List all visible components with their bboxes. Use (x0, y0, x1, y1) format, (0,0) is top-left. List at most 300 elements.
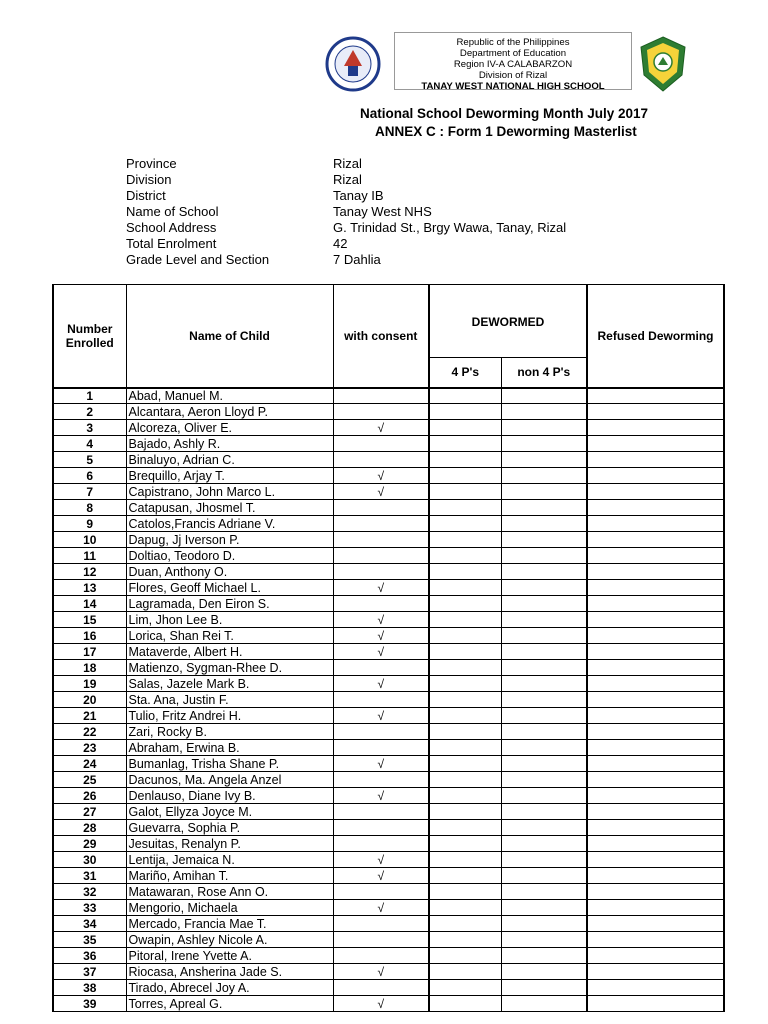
non-4ps-cell (501, 740, 587, 756)
row-number: 2 (53, 404, 126, 420)
info-row (126, 220, 646, 236)
check-mark: √ (377, 708, 385, 723)
table-row (53, 532, 724, 548)
school-info (126, 156, 646, 268)
consent-cell (333, 516, 429, 532)
child-name: Lagramada, Den Eiron S. (126, 596, 333, 612)
table-row (53, 612, 724, 628)
row-number: 36 (53, 948, 126, 964)
consent-cell (333, 996, 429, 1012)
refused-cell (587, 580, 724, 596)
info-value: Tanay West NHS (333, 204, 432, 219)
row-number: 20 (53, 692, 126, 708)
row-number: 13 (53, 580, 126, 596)
refused-cell (587, 596, 724, 612)
deworming-masterlist-table (52, 284, 725, 1012)
refused-cell (587, 420, 724, 436)
consent-cell (333, 500, 429, 516)
table-row (53, 644, 724, 660)
row-number: 10 (53, 532, 126, 548)
row-number: 4 (53, 436, 126, 452)
refused-cell (587, 468, 724, 484)
refused-cell (587, 628, 724, 644)
refused-cell (587, 740, 724, 756)
info-value: Rizal (333, 172, 362, 187)
row-number: 39 (53, 996, 126, 1012)
non-4ps-cell (501, 676, 587, 692)
table-row (53, 884, 724, 900)
letterhead-line: Division of Rizal (478, 70, 548, 81)
4ps-cell (429, 756, 501, 772)
check-mark: √ (377, 612, 385, 627)
row-number: 11 (53, 548, 126, 564)
non-4ps-cell (501, 452, 587, 468)
child-name: Torres, Apreal G. (126, 996, 333, 1012)
info-value: 7 Dahlia (333, 252, 381, 267)
4ps-cell (429, 900, 501, 916)
child-name: Guevarra, Sophia P. (126, 820, 333, 836)
refused-cell (587, 484, 724, 500)
child-name: Galot, Ellyza Joyce M. (126, 804, 333, 820)
4ps-cell (429, 692, 501, 708)
row-number: 32 (53, 884, 126, 900)
refused-cell (587, 452, 724, 468)
refused-cell (587, 724, 724, 740)
child-name: Dapug, Jj Iverson P. (126, 532, 333, 548)
row-number: 9 (53, 516, 126, 532)
table-row (53, 852, 724, 868)
refused-cell (587, 868, 724, 884)
table-row (53, 548, 724, 564)
row-number: 21 (53, 708, 126, 724)
consent-cell (333, 388, 429, 404)
info-row (126, 188, 646, 204)
4ps-cell (429, 788, 501, 804)
non-4ps-cell (501, 532, 587, 548)
refused-cell (587, 980, 724, 996)
table-row (53, 996, 724, 1012)
4ps-cell (429, 932, 501, 948)
refused-cell (587, 516, 724, 532)
4ps-cell (429, 420, 501, 436)
table-row (53, 660, 724, 676)
consent-cell (333, 772, 429, 788)
child-name: Denlauso, Diane Ivy B. (126, 788, 333, 804)
non-4ps-cell (501, 964, 587, 980)
letterhead-line: Department of Education (459, 48, 567, 59)
header-with-consent: with consent (333, 285, 429, 388)
child-name: Doltiao, Teodoro D. (126, 548, 333, 564)
4ps-cell (429, 708, 501, 724)
consent-cell (333, 868, 429, 884)
table-row (53, 388, 724, 404)
check-mark: √ (377, 868, 385, 883)
non-4ps-cell (501, 708, 587, 724)
refused-cell (587, 948, 724, 964)
table-row (53, 580, 724, 596)
child-name: Dacunos, Ma. Angela Anzel (126, 772, 333, 788)
table-row (53, 932, 724, 948)
4ps-cell (429, 996, 501, 1012)
child-name: Duan, Anthony O. (126, 564, 333, 580)
consent-cell (333, 756, 429, 772)
refused-cell (587, 916, 724, 932)
row-number: 22 (53, 724, 126, 740)
4ps-cell (429, 964, 501, 980)
row-number: 15 (53, 612, 126, 628)
table-row (53, 740, 724, 756)
child-name: Salas, Jazele Mark B. (126, 676, 333, 692)
child-name: Alcantara, Aeron Lloyd P. (126, 404, 333, 420)
4ps-cell (429, 820, 501, 836)
row-number: 24 (53, 756, 126, 772)
header-non-4ps: non 4 P's (501, 358, 587, 388)
child-name: Tirado, Abrecel Joy A. (126, 980, 333, 996)
4ps-cell (429, 740, 501, 756)
refused-cell (587, 500, 724, 516)
table-row (53, 756, 724, 772)
row-number: 6 (53, 468, 126, 484)
letterhead-line: Republic of the Philippines (456, 37, 570, 48)
check-mark: √ (377, 788, 385, 803)
info-value: Tanay IB (333, 188, 384, 203)
consent-cell (333, 404, 429, 420)
consent-cell (333, 836, 429, 852)
child-name: Mengorio, Michaela (126, 900, 333, 916)
non-4ps-cell (501, 548, 587, 564)
refused-cell (587, 708, 724, 724)
4ps-cell (429, 564, 501, 580)
table-row (53, 676, 724, 692)
consent-cell (333, 548, 429, 564)
row-number: 28 (53, 820, 126, 836)
consent-cell (333, 980, 429, 996)
consent-cell (333, 948, 429, 964)
refused-cell (587, 532, 724, 548)
refused-cell (587, 644, 724, 660)
non-4ps-cell (501, 692, 587, 708)
info-label: Name of School (126, 204, 219, 219)
non-4ps-cell (501, 596, 587, 612)
annex-title: ANNEX C : Form 1 Deworming Masterlist (375, 124, 637, 139)
info-row (126, 172, 646, 188)
consent-cell (333, 532, 429, 548)
non-4ps-cell (501, 436, 587, 452)
consent-cell (333, 484, 429, 500)
info-label: Total Enrolment (126, 236, 217, 251)
table-row (53, 916, 724, 932)
non-4ps-cell (501, 468, 587, 484)
table-row (53, 468, 724, 484)
info-label: School Address (126, 220, 217, 235)
refused-cell (587, 436, 724, 452)
consent-cell (333, 420, 429, 436)
consent-cell (333, 708, 429, 724)
row-number: 23 (53, 740, 126, 756)
check-mark: √ (377, 468, 385, 483)
non-4ps-cell (501, 724, 587, 740)
non-4ps-cell (501, 644, 587, 660)
consent-cell (333, 436, 429, 452)
refused-cell (587, 852, 724, 868)
refused-cell (587, 404, 724, 420)
child-name: Riocasa, Ansherina Jade S. (126, 964, 333, 980)
4ps-cell (429, 532, 501, 548)
refused-cell (587, 788, 724, 804)
non-4ps-cell (501, 660, 587, 676)
header-number-enrolled: Number Enrolled (53, 285, 126, 388)
refused-cell (587, 612, 724, 628)
row-number: 18 (53, 660, 126, 676)
non-4ps-cell (501, 980, 587, 996)
info-row (126, 252, 646, 268)
child-name: Mariño, Amihan T. (126, 868, 333, 884)
consent-cell (333, 468, 429, 484)
4ps-cell (429, 484, 501, 500)
refused-cell (587, 548, 724, 564)
4ps-cell (429, 404, 501, 420)
row-number: 30 (53, 852, 126, 868)
child-name: Capistrano, John Marco L. (126, 484, 333, 500)
4ps-cell (429, 548, 501, 564)
info-row (126, 204, 646, 220)
row-number: 38 (53, 980, 126, 996)
4ps-cell (429, 660, 501, 676)
4ps-cell (429, 644, 501, 660)
table-row (53, 500, 724, 516)
table-row (53, 404, 724, 420)
refused-cell (587, 884, 724, 900)
row-number: 5 (53, 452, 126, 468)
non-4ps-cell (501, 916, 587, 932)
child-name: Catapusan, Jhosmel T. (126, 500, 333, 516)
consent-cell (333, 628, 429, 644)
4ps-cell (429, 868, 501, 884)
4ps-cell (429, 628, 501, 644)
non-4ps-cell (501, 420, 587, 436)
child-name: Zari, Rocky B. (126, 724, 333, 740)
child-name: Catolos,Francis Adriane V. (126, 516, 333, 532)
consent-cell (333, 964, 429, 980)
refused-cell (587, 900, 724, 916)
child-name: Lim, Jhon Lee B. (126, 612, 333, 628)
header-4ps: 4 P's (429, 358, 501, 388)
check-mark: √ (377, 852, 385, 867)
info-value: G. Trinidad St., Brgy Wawa, Tanay, Rizal (333, 220, 567, 235)
row-number: 12 (53, 564, 126, 580)
child-name: Lorica, Shan Rei T. (126, 628, 333, 644)
row-number: 16 (53, 628, 126, 644)
row-number: 37 (53, 964, 126, 980)
non-4ps-cell (501, 884, 587, 900)
non-4ps-cell (501, 932, 587, 948)
table-row (53, 596, 724, 612)
non-4ps-cell (501, 852, 587, 868)
row-number: 1 (53, 388, 126, 404)
4ps-cell (429, 724, 501, 740)
table-row (53, 436, 724, 452)
table-row (53, 724, 724, 740)
table-row (53, 452, 724, 468)
row-number: 34 (53, 916, 126, 932)
child-name: Tulio, Fritz Andrei H. (126, 708, 333, 724)
table-row (53, 980, 724, 996)
consent-cell (333, 932, 429, 948)
table-row (53, 804, 724, 820)
consent-cell (333, 644, 429, 660)
child-name: Matawaran, Rose Ann O. (126, 884, 333, 900)
consent-cell (333, 804, 429, 820)
child-name: Bumanlag, Trisha Shane P. (126, 756, 333, 772)
info-label: Grade Level and Section (126, 252, 270, 267)
non-4ps-cell (501, 788, 587, 804)
4ps-cell (429, 772, 501, 788)
4ps-cell (429, 468, 501, 484)
child-name: Alcoreza, Oliver E. (126, 420, 333, 436)
school-seal-icon (638, 35, 688, 93)
row-number: 7 (53, 484, 126, 500)
4ps-cell (429, 580, 501, 596)
4ps-cell (429, 452, 501, 468)
row-number: 17 (53, 644, 126, 660)
refused-cell (587, 388, 724, 404)
document-title: National School Deworming Month July 2017 (360, 106, 649, 121)
4ps-cell (429, 980, 501, 996)
consent-cell (333, 612, 429, 628)
child-name: Bajado, Ashly R. (126, 436, 333, 452)
info-row (126, 236, 646, 252)
4ps-cell (429, 596, 501, 612)
non-4ps-cell (501, 836, 587, 852)
non-4ps-cell (501, 404, 587, 420)
letterhead-line: Region IV-A CALABARZON (453, 59, 573, 70)
4ps-cell (429, 676, 501, 692)
header-refused-deworming: Refused Deworming (587, 285, 724, 388)
refused-cell (587, 804, 724, 820)
non-4ps-cell (501, 628, 587, 644)
check-mark: √ (377, 628, 385, 643)
info-label: Province (126, 156, 177, 171)
consent-cell (333, 820, 429, 836)
child-name: Mercado, Francia Mae T. (126, 916, 333, 932)
row-number: 25 (53, 772, 126, 788)
table-row (53, 628, 724, 644)
child-name: Sta. Ana, Justin F. (126, 692, 333, 708)
letterhead-box (394, 32, 632, 90)
non-4ps-cell (501, 612, 587, 628)
table-row (53, 516, 724, 532)
school-name: TANAY WEST NATIONAL HIGH SCHOOL (421, 81, 605, 92)
table-row (53, 900, 724, 916)
row-number: 33 (53, 900, 126, 916)
refused-cell (587, 820, 724, 836)
table-row (53, 484, 724, 500)
non-4ps-cell (501, 516, 587, 532)
refused-cell (587, 660, 724, 676)
table-row (53, 708, 724, 724)
non-4ps-cell (501, 388, 587, 404)
row-number: 19 (53, 676, 126, 692)
check-mark: √ (377, 484, 385, 499)
non-4ps-cell (501, 580, 587, 596)
consent-cell (333, 900, 429, 916)
4ps-cell (429, 884, 501, 900)
child-name: Owapin, Ashley Nicole A. (126, 932, 333, 948)
non-4ps-cell (501, 772, 587, 788)
deped-seal-icon (318, 36, 388, 92)
4ps-cell (429, 436, 501, 452)
table-row (53, 420, 724, 436)
consent-cell (333, 692, 429, 708)
check-mark: √ (377, 756, 385, 771)
non-4ps-cell (501, 564, 587, 580)
non-4ps-cell (501, 500, 587, 516)
refused-cell (587, 756, 724, 772)
consent-cell (333, 916, 429, 932)
header-name-of-child: Name of Child (126, 285, 333, 388)
child-name: Mataverde, Albert H. (126, 644, 333, 660)
4ps-cell (429, 804, 501, 820)
check-mark: √ (377, 676, 385, 691)
info-value: 42 (333, 236, 348, 251)
refused-cell (587, 932, 724, 948)
row-number: 27 (53, 804, 126, 820)
child-name: Abad, Manuel M. (126, 388, 333, 404)
refused-cell (587, 676, 724, 692)
child-name: Jesuitas, Renalyn P. (126, 836, 333, 852)
letterhead (318, 31, 688, 93)
consent-cell (333, 788, 429, 804)
check-mark: √ (377, 900, 385, 915)
child-name: Abraham, Erwina B. (126, 740, 333, 756)
row-number: 35 (53, 932, 126, 948)
table-row (53, 788, 724, 804)
consent-cell (333, 660, 429, 676)
check-mark: √ (377, 420, 385, 435)
4ps-cell (429, 612, 501, 628)
table-row (53, 964, 724, 980)
check-mark: √ (377, 644, 385, 659)
non-4ps-cell (501, 756, 587, 772)
4ps-cell (429, 388, 501, 404)
4ps-cell (429, 852, 501, 868)
child-name: Pitoral, Irene Yvette A. (126, 948, 333, 964)
4ps-cell (429, 500, 501, 516)
check-mark: √ (377, 996, 385, 1011)
child-name: Lentija, Jemaica N. (126, 852, 333, 868)
row-number: 3 (53, 420, 126, 436)
consent-cell (333, 564, 429, 580)
table-row (53, 868, 724, 884)
info-label: District (126, 188, 166, 203)
non-4ps-cell (501, 804, 587, 820)
consent-cell (333, 676, 429, 692)
info-row (126, 156, 646, 172)
header-dewormed: DEWORMED (429, 285, 587, 358)
row-number: 8 (53, 500, 126, 516)
4ps-cell (429, 836, 501, 852)
non-4ps-cell (501, 948, 587, 964)
child-name: Matienzo, Sygman-Rhee D. (126, 660, 333, 676)
refused-cell (587, 772, 724, 788)
row-number: 29 (53, 836, 126, 852)
child-name: Brequillo, Arjay T. (126, 468, 333, 484)
check-mark: √ (377, 964, 385, 979)
refused-cell (587, 996, 724, 1012)
4ps-cell (429, 916, 501, 932)
consent-cell (333, 596, 429, 612)
row-number: 14 (53, 596, 126, 612)
